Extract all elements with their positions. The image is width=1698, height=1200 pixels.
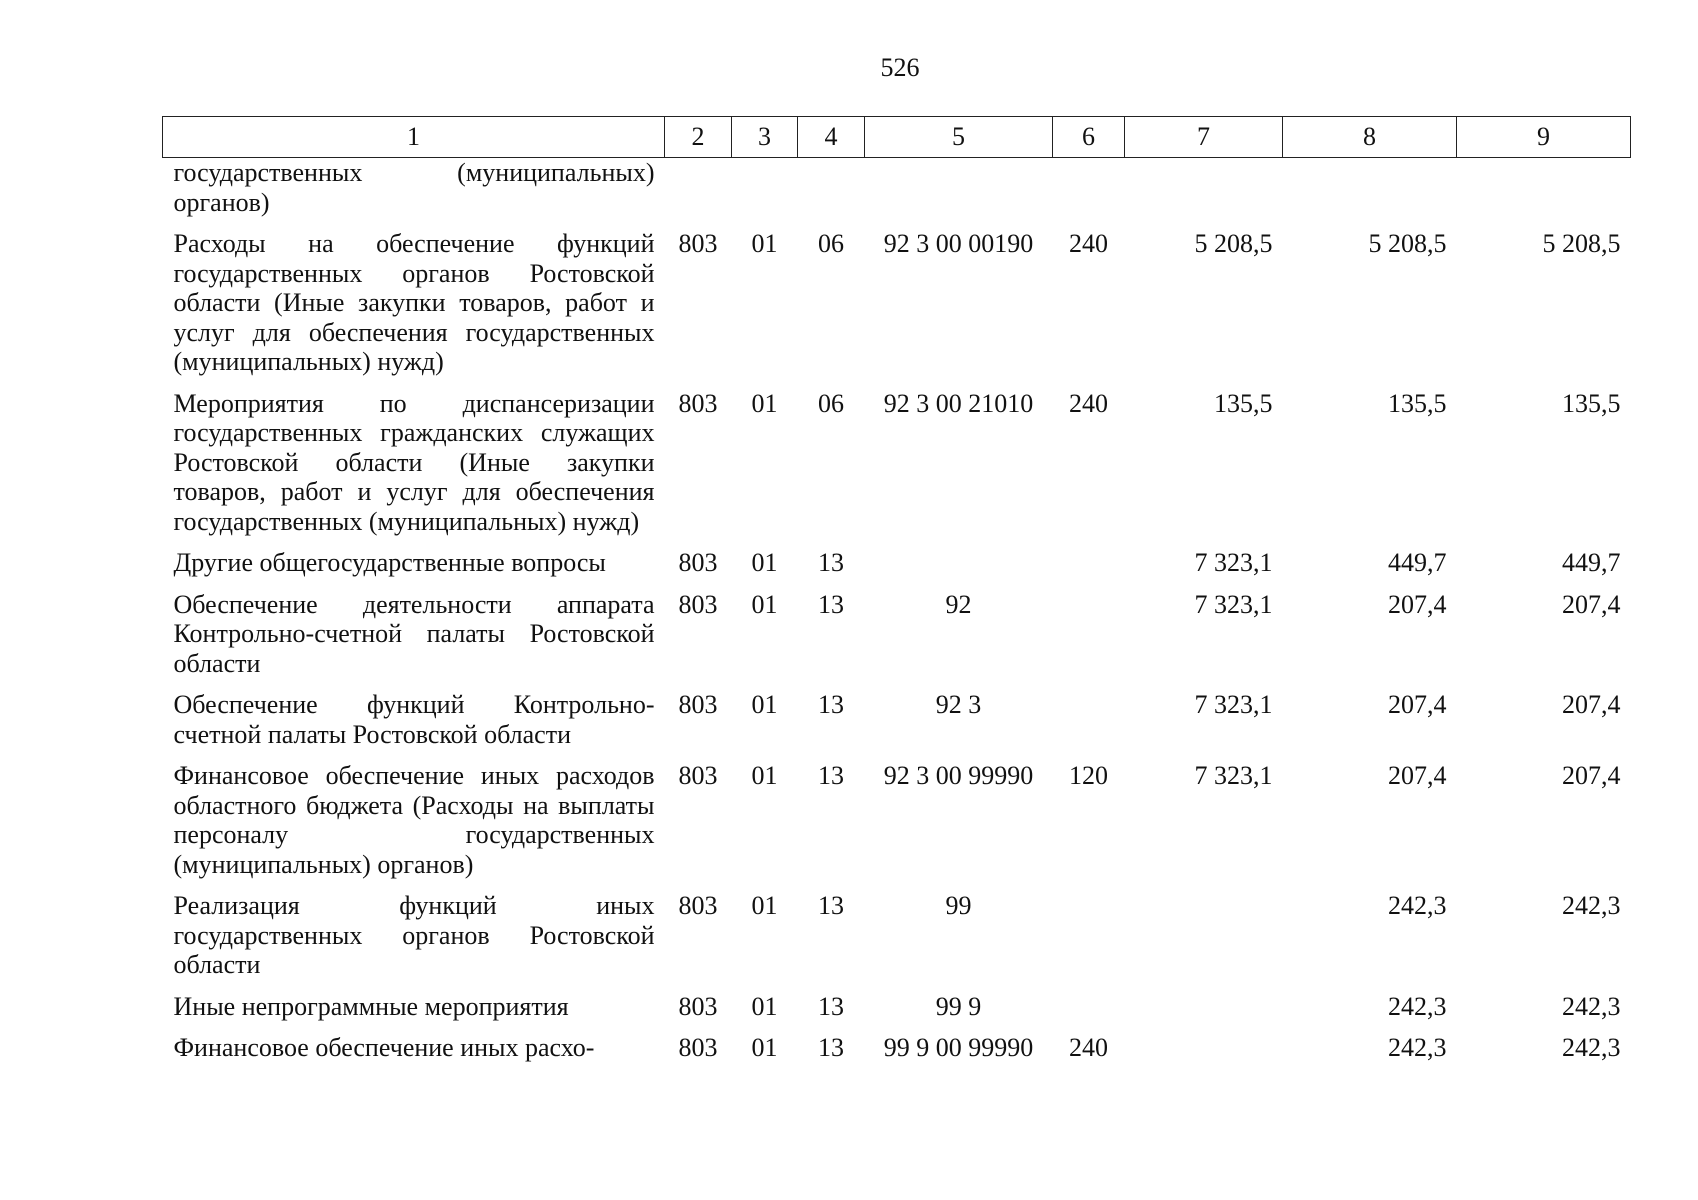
cell-amount-col9: 207,4 <box>1562 761 1621 790</box>
table-row <box>163 548 1631 590</box>
cell-amount-col8: 5 208,5 <box>1368 229 1447 258</box>
cell-name: Реализация функций иных государственных органов Ростовской области <box>173 891 655 979</box>
cell-amount-col8: 135,5 <box>1388 388 1447 418</box>
budget-table <box>162 116 1631 1075</box>
cell-admin-code: 803 <box>678 891 718 920</box>
cell-expense-type: 240 <box>1069 1033 1108 1062</box>
cell-subsection: 13 <box>818 589 844 619</box>
cell-amount-col9: 242,3 <box>1562 891 1621 920</box>
cell-target-article: 92 <box>945 589 972 619</box>
header-col-4: 4 <box>798 117 865 158</box>
cell-admin-code: 803 <box>678 388 718 418</box>
header-col-2: 2 <box>665 117 732 158</box>
cell-amount-col7: 5 208,5 <box>1194 229 1273 258</box>
cell-admin-code: 803 <box>678 548 718 577</box>
cell-amount-col9: 242,3 <box>1562 991 1621 1021</box>
cell-subsection: 13 <box>818 891 844 920</box>
table-row <box>163 690 1631 761</box>
cell-admin-code: 803 <box>678 690 718 719</box>
cell-admin-code: 803 <box>678 229 718 258</box>
cell-amount-col9: 449,7 <box>1562 548 1621 577</box>
cell-section: 01 <box>751 690 778 719</box>
cell-amount-col7 <box>1125 1033 1283 1075</box>
cell-admin-code: 803 <box>678 589 718 619</box>
cell-name: Финансовое обеспечение иных расходов областного бюджета (Расходы на выплаты персоналу государственных (муниципальных) органов) <box>173 761 655 879</box>
cell-subsection: 13 <box>818 991 844 1021</box>
cell-admin-code: 803 <box>678 761 718 790</box>
table-row <box>163 590 1631 691</box>
cell-name: Обеспечение деятельности аппарата Контрольно-счетной палаты Ростовской области <box>173 589 655 678</box>
cell-target-article <box>865 548 1053 590</box>
header-col-5: 5 <box>865 117 1053 158</box>
table-body <box>163 158 1631 1075</box>
cell-amount-col8: 242,3 <box>1388 891 1447 920</box>
cell-subsection: 13 <box>818 548 844 577</box>
cell-section: 01 <box>751 991 778 1021</box>
cell-amount-col8: 242,3 <box>1388 1033 1447 1062</box>
cell-subsection: 13 <box>818 761 844 790</box>
cell-amount-col8: 207,4 <box>1388 761 1447 790</box>
cell-amount-col9 <box>1457 158 1631 230</box>
cell-expense-type <box>1053 548 1125 590</box>
cell-target-article: 92 3 00 21010 <box>883 388 1034 418</box>
cell-subsection: 06 <box>818 388 844 418</box>
table-header <box>163 117 1631 158</box>
cell-section: 01 <box>751 548 778 577</box>
cell-expense-type <box>1053 590 1125 691</box>
cell-amount-col9: 5 208,5 <box>1542 229 1621 258</box>
cell-expense-type <box>1053 690 1125 761</box>
cell-name: Расходы на обеспечение функций государственных органов Ростовской области (Иные закупки товаров, работ и услуг для обеспечения государственных (муниципальных) нужд) <box>173 229 655 376</box>
cell-amount-col7 <box>1125 891 1283 992</box>
header-col-6: 6 <box>1053 117 1125 158</box>
cell-amount-col8: 449,7 <box>1388 548 1447 577</box>
cell-amount-col7 <box>1125 158 1283 230</box>
cell-name: Мероприятия по диспансеризации государственных гражданских служащих Ростовской области (Иные закупки товаров, работ и услуг для обеспечения государственных (муниципальных) нужд) <box>173 388 655 536</box>
cell-expense-type: 240 <box>1069 229 1108 258</box>
header-col-9: 9 <box>1457 117 1631 158</box>
cell-subsection: 06 <box>818 229 844 258</box>
header-col-1: 1 <box>163 117 665 158</box>
cell-name: Другие общегосударственные вопросы <box>173 548 606 577</box>
cell-name: Финансовое обеспечение иных расхо- <box>173 1033 595 1062</box>
cell-section: 01 <box>751 761 778 790</box>
cell-name: Иные непрограммные мероприятия <box>173 991 569 1021</box>
table-row <box>163 992 1631 1034</box>
header-col-3: 3 <box>732 117 798 158</box>
table-row <box>163 158 1631 230</box>
cell-amount-col8 <box>1283 158 1457 230</box>
cell-admin-code: 803 <box>678 991 718 1021</box>
cell-section: 01 <box>751 891 778 920</box>
cell-expense-type: 240 <box>1069 388 1108 418</box>
cell-expense-type <box>1053 891 1125 992</box>
cell-subsection <box>798 158 865 230</box>
page-number: 526 <box>880 53 920 82</box>
cell-target-article <box>865 158 1053 230</box>
table-row <box>163 891 1631 992</box>
cell-target-article: 92 3 <box>935 690 982 719</box>
cell-section: 01 <box>751 229 778 258</box>
cell-section <box>732 158 798 230</box>
header-col-7: 7 <box>1125 117 1283 158</box>
cell-target-article: 92 3 00 99990 <box>883 761 1034 790</box>
cell-target-article: 99 <box>945 891 972 920</box>
cell-amount-col8: 242,3 <box>1388 991 1447 1021</box>
cell-amount-col7: 7 323,1 <box>1194 589 1273 619</box>
cell-section: 01 <box>751 388 778 418</box>
cell-target-article: 92 3 00 00190 <box>883 229 1034 258</box>
header-col-8: 8 <box>1283 117 1457 158</box>
cell-amount-col8: 207,4 <box>1388 690 1447 719</box>
cell-target-article: 99 9 <box>935 991 982 1021</box>
table-row <box>163 229 1631 389</box>
cell-amount-col8: 207,4 <box>1388 589 1447 619</box>
cell-amount-col7: 7 323,1 <box>1194 690 1273 719</box>
cell-admin-code: 803 <box>678 1033 718 1062</box>
cell-amount-col9: 207,4 <box>1562 690 1621 719</box>
cell-section: 01 <box>751 589 778 619</box>
cell-amount-col9: 135,5 <box>1562 388 1621 418</box>
table-row <box>163 761 1631 891</box>
cell-amount-col7: 7 323,1 <box>1194 548 1273 577</box>
cell-admin-code <box>665 158 732 230</box>
cell-section: 01 <box>751 1033 778 1062</box>
cell-amount-col7 <box>1125 992 1283 1034</box>
table-row <box>163 1033 1631 1075</box>
cell-name: Обеспечение функций Контрольно-счетной палаты Ростовской области <box>173 690 655 749</box>
cell-amount-col9: 207,4 <box>1562 589 1621 619</box>
cell-subsection: 13 <box>818 1033 844 1062</box>
cell-expense-type <box>1053 158 1125 230</box>
header-row <box>163 117 1631 158</box>
cell-amount-col9: 242,3 <box>1562 1033 1621 1062</box>
cell-amount-col7: 7 323,1 <box>1194 761 1273 790</box>
table-row <box>163 389 1631 549</box>
cell-name: государственных (муниципальных) органов) <box>173 158 655 217</box>
cell-expense-type <box>1053 992 1125 1034</box>
cell-target-article: 99 9 00 99990 <box>883 1033 1034 1062</box>
cell-subsection: 13 <box>818 690 844 719</box>
cell-amount-col7: 135,5 <box>1214 388 1273 418</box>
cell-expense-type: 120 <box>1069 761 1108 790</box>
